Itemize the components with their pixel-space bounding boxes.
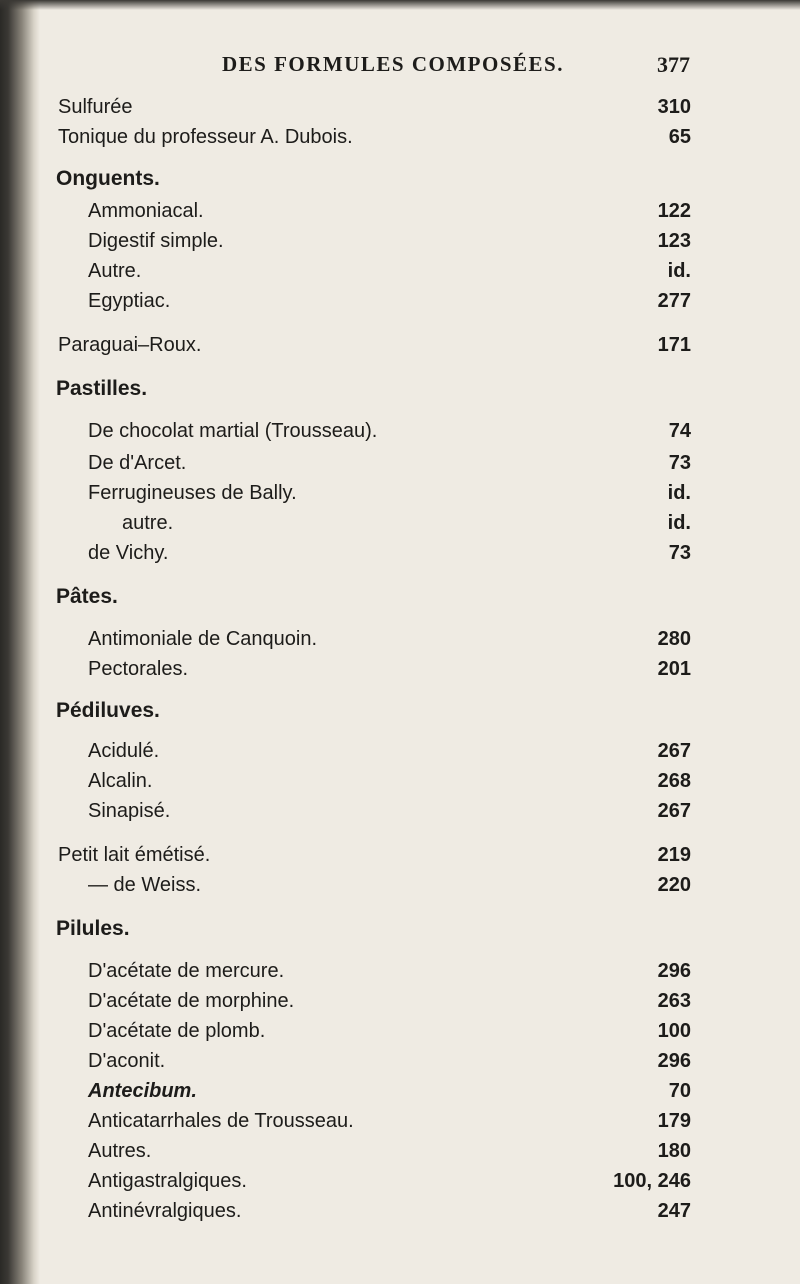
index-entry <box>0 122 800 152</box>
entry-page-ref: 123 <box>657 230 691 252</box>
index-entry <box>0 256 800 286</box>
entry-label: Antinévralgiques. <box>88 1200 242 1222</box>
entry-label: de Vichy. <box>88 542 169 564</box>
index-entry <box>0 1076 800 1106</box>
entry-page-ref: 263 <box>657 990 691 1012</box>
entry-page-ref: id. <box>667 482 691 504</box>
entry-page-ref: 100, 246 <box>613 1170 691 1192</box>
entry-label: Paraguai–Roux. <box>58 334 202 356</box>
index-entry <box>0 538 800 568</box>
entry-page-ref: 122 <box>657 200 691 222</box>
section-heading <box>0 696 800 726</box>
entry-label: Anticatarrhales de Trousseau. <box>88 1110 354 1132</box>
section-heading-label: Pédiluves. <box>56 699 160 722</box>
entry-label: De chocolat martial (Trousseau). <box>88 420 378 442</box>
entry-page-ref: 247 <box>657 1200 691 1222</box>
entry-page-ref: 277 <box>657 290 691 312</box>
index-entry <box>0 226 800 256</box>
entry-page-ref: 296 <box>657 960 691 982</box>
index-entry <box>0 416 800 446</box>
entry-page-ref: 267 <box>657 800 691 822</box>
entry-label: Digestif simple. <box>88 230 224 252</box>
entry-label: Acidulé. <box>88 740 160 762</box>
entry-label: Antecibum. <box>88 1080 197 1102</box>
entry-label: Tonique du professeur A. Dubois. <box>58 126 353 148</box>
index-entry <box>0 196 800 226</box>
entry-page-ref: id. <box>667 260 691 282</box>
entry-page-ref: 73 <box>668 542 691 564</box>
entry-page-ref: 219 <box>657 844 691 866</box>
entry-label: Antigastralgiques. <box>88 1170 247 1192</box>
section-heading <box>0 374 800 404</box>
index-entry <box>0 508 800 538</box>
entry-label: — de Weiss. <box>88 874 201 896</box>
index-entry <box>0 286 800 316</box>
running-title: DES FORMULES COMPOSÉES. <box>222 52 564 76</box>
page-header <box>0 52 800 80</box>
entry-label: Sinapisé. <box>88 800 171 822</box>
entry-label: D'acétate de plomb. <box>88 1020 266 1042</box>
index-entry <box>0 1196 800 1226</box>
entry-label: Autre. <box>88 260 142 282</box>
index-entry <box>0 1016 800 1046</box>
index-entry <box>0 654 800 684</box>
index-entry <box>0 92 800 122</box>
index-entry <box>0 840 800 870</box>
index-entry <box>0 1046 800 1076</box>
entry-page-ref: 100 <box>657 1020 691 1042</box>
entry-label: Ammoniacal. <box>88 200 204 222</box>
index-entry <box>0 624 800 654</box>
entry-label: Autres. <box>88 1140 152 1162</box>
section-heading-label: Pastilles. <box>56 377 148 400</box>
index-entry <box>0 796 800 826</box>
index-entry <box>0 478 800 508</box>
index-entry <box>0 1166 800 1196</box>
section-heading-label: Pâtes. <box>56 585 118 608</box>
entry-label: Egyptiac. <box>88 290 171 312</box>
entry-page-ref: 268 <box>657 770 691 792</box>
entry-page-ref: 267 <box>657 740 691 762</box>
entry-label: Sulfurée <box>58 96 133 118</box>
section-heading <box>0 582 800 612</box>
page-number: 377 <box>657 52 690 77</box>
entry-label: D'acétate de morphine. <box>88 990 295 1012</box>
entry-label: Ferrugineuses de Bally. <box>88 482 297 504</box>
index-entry <box>0 956 800 986</box>
entry-page-ref: 280 <box>657 628 691 650</box>
entry-page-ref: 180 <box>657 1140 691 1162</box>
entry-label: D'aconit. <box>88 1050 166 1072</box>
index-entry <box>0 766 800 796</box>
entry-page-ref: 310 <box>657 96 691 118</box>
entry-page-ref: 70 <box>668 1080 691 1102</box>
entry-label: Alcalin. <box>88 770 153 792</box>
entry-page-ref: 296 <box>657 1050 691 1072</box>
entry-label: Petit lait émétisé. <box>58 844 211 866</box>
index-entry <box>0 448 800 478</box>
entry-page-ref: 74 <box>668 420 691 442</box>
section-heading-label: Onguents. <box>56 167 160 190</box>
section-heading <box>0 914 800 944</box>
entry-page-ref: 65 <box>668 126 691 148</box>
index-entry <box>0 1136 800 1166</box>
index-entry <box>0 736 800 766</box>
entry-label: D'acétate de mercure. <box>88 960 285 982</box>
section-heading-label: Pilules. <box>56 917 130 940</box>
index-entry <box>0 870 800 900</box>
top-shadow <box>0 0 800 10</box>
entry-page-ref: 179 <box>657 1110 691 1132</box>
index-entry <box>0 1106 800 1136</box>
entry-page-ref: 171 <box>657 334 691 356</box>
entry-label: De d'Arcet. <box>88 452 187 474</box>
entry-label: Antimoniale de Canquoin. <box>88 628 318 650</box>
entry-page-ref: 220 <box>657 874 691 896</box>
index-entry <box>0 986 800 1016</box>
entry-page-ref: 201 <box>657 658 691 680</box>
section-heading <box>0 164 800 194</box>
entry-label: autre. <box>122 512 174 534</box>
entry-label: Pectorales. <box>88 658 189 680</box>
index-entry <box>0 330 800 360</box>
entry-page-ref: id. <box>667 512 691 534</box>
entry-page-ref: 73 <box>668 452 691 474</box>
